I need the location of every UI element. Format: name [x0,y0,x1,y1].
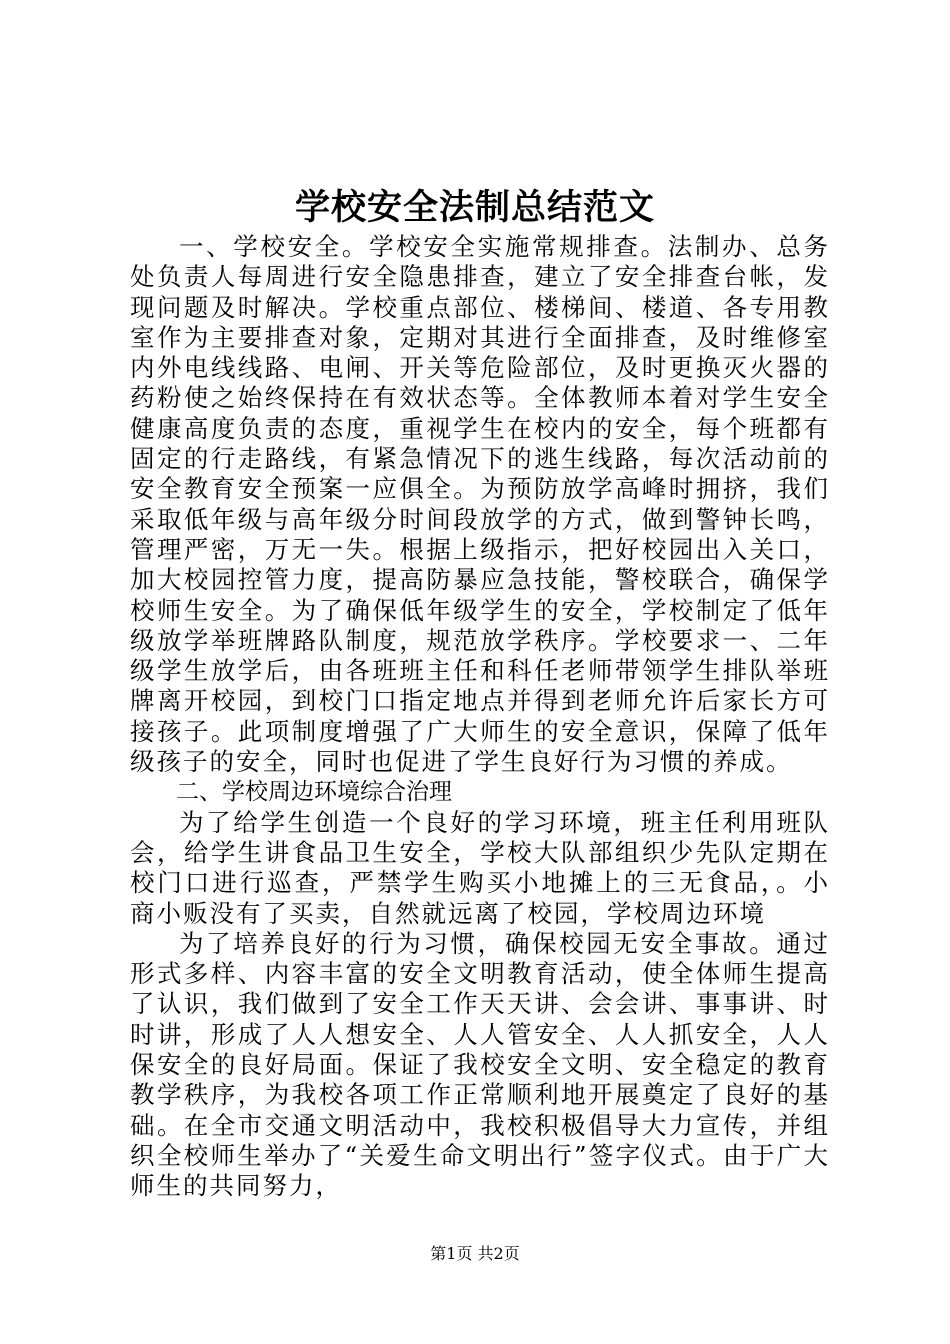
document-title: 学校安全法制总结范文 [294,187,655,228]
paragraph-school-safety: 一、学校安全。学校安全实施常规排查。法制办、总务处负责人每周进行安全隐患排查，建立了安全排查台帐，发现问题及时解决。学校重点部位、楼梯间、楼道、各专用教室作为主要排查对象，定期对其进行全面排查，及时维修室内外电线线路、电闸、开关等危险部位，及时更换灭火器的药粉使之始终保持在有效状态等。全体教师本着对学生安全健康高度负责的态度，重视学生在校内的安全，每个班都有固定的行走路线，有紧急情况下的逃生线路，每次活动前的安全教育安全预案一应俱全。为预防放学高峰时拥挤，我们采取低年级与高年级分时间段放学的方式，做到警钟长鸣，管理严密，万无一失。根据上级指示，把好校园出入关口，加大校园控管力度，提高防暴应急技能，警校联合，确保学校师生安全。为了确保低年级学生的安全，学校制定了低年级放学举班牌路队制度，规范放学秩序。学校要求一、二年级学生放学后，由各班班主任和科任老师带领学生排队举班牌离开校园，到校门口指定地点并得到老师允许后家长方可接孩子。此项制度增强了广大师生的安全意识，保障了低年级孩子的安全，同时也促进了学生良好行为习惯的养成。 [130,232,830,777]
paragraph-environment: 为了给学生创造一个良好的学习环境，班主任利用班队会，给学生讲食品卫生安全，学校大队部组织少先队定期在校门口进行巡查，严禁学生购买小地摊上的三无食品，。小商小贩没有了买卖，自然就远离了校园，学校周边环境 [130,807,830,928]
page-number-footer: 第1页 共2页 [430,1244,520,1263]
section-heading-surroundings: 二、学校周边环境综合治理 [176,779,452,806]
document-body [130,232,830,1202]
paragraph-behavior-habits: 为了培养良好的行为习惯，确保校园无安全事故。通过形式多样、内容丰富的安全文明教育活动，使全体师生提高了认识，我们做到了安全工作天天讲、会会讲、事事讲、时时讲，形成了人人想安全、人人管安全、人人抓安全，人人保安全的良好局面。保证了我校安全文明、安全稳定的教育教学秩序，为我校各项工作正常顺利地开展奠定了良好的基础。在全市交通文明活动中，我校积极倡导大力宣传，并组织全校师生举办了“关爱生命文明出行”签字仪式。由于广大师生的共同努力， [130,928,830,1201]
